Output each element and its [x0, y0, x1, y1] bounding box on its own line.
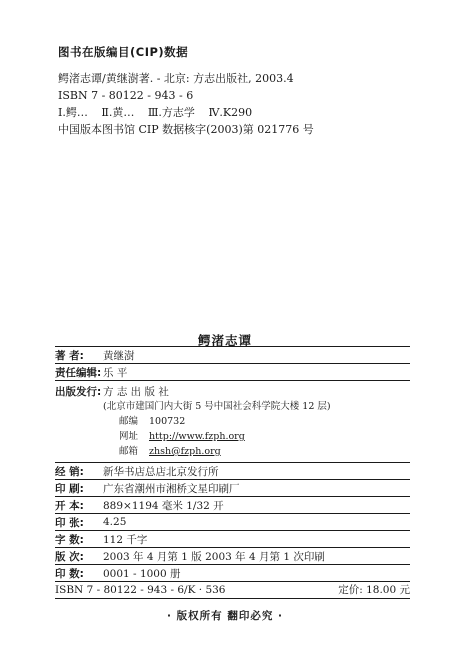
cip-subject: Ⅱ.黄… — [101, 106, 135, 119]
imprint-table — [55, 346, 410, 599]
cip-isbn: ISBN 7 - 80122 - 943 - 6 — [58, 89, 194, 102]
publisher-name: 方 志 出 版 社 — [103, 385, 169, 398]
words-label: 字 数: — [55, 533, 84, 546]
publisher-label: 出版发行: — [55, 385, 102, 398]
printer-row — [55, 480, 410, 496]
sheets-label: 印 张: — [55, 516, 84, 529]
cip-subjects — [58, 104, 418, 121]
distributor-label: 经 销: — [55, 465, 84, 478]
printer-value: 广东省潮州市湘桥文星印刷厂 — [103, 482, 240, 495]
distributor-row — [55, 463, 410, 479]
print-run-label: 印 数: — [55, 567, 84, 580]
divider — [55, 598, 410, 599]
printer-label: 印 刷: — [55, 482, 84, 495]
cip-block — [58, 44, 418, 138]
sheets-value: 4.25 — [103, 516, 127, 528]
author-label: 著 者: — [55, 349, 84, 362]
postcode-row — [55, 414, 410, 429]
email-link[interactable]: zhsh@fzph.org — [149, 446, 221, 457]
cip-title: 图书在版编目(CIP)数据 — [58, 45, 189, 59]
editor-row — [55, 364, 410, 380]
cip-record: 鳄渚志谭/黄继澍著. - 北京: 方志出版社, 2003.4 — [58, 72, 294, 85]
print-run-value: 0001 - 1000 册 — [103, 567, 181, 580]
format-label: 开 本: — [55, 499, 84, 512]
publisher-row — [55, 383, 410, 399]
price: 定价: 18.00 元 — [338, 584, 410, 596]
email-label: 邮箱 — [119, 446, 139, 457]
cip-subject: Ⅰ.鳄… — [58, 106, 88, 119]
author-row — [55, 347, 410, 363]
postcode-label: 邮编 — [119, 416, 139, 427]
cip-subject: Ⅳ.K290 — [208, 106, 253, 119]
email-row — [55, 444, 410, 459]
copyright-notice: · 版权所有 翻印必究 · — [167, 610, 283, 622]
sheets-row — [55, 514, 410, 530]
edition-value: 2003 年 4 月第 1 版 2003 年 4 月第 1 次印刷 — [103, 550, 325, 563]
editor-value: 乐 平 — [103, 366, 128, 379]
cip-subject: Ⅲ.方志学 — [147, 106, 195, 119]
format-value: 889×1194 毫米 1/32 开 — [103, 499, 224, 512]
author-value: 黄继澍 — [103, 349, 135, 362]
postcode-value: 100732 — [149, 416, 186, 427]
words-value: 112 千字 — [103, 533, 148, 546]
format-row — [55, 497, 410, 513]
isbn-price-row — [55, 582, 410, 598]
print-run-row — [55, 565, 410, 581]
website-row — [55, 429, 410, 444]
distributor-value: 新华书店总店北京发行所 — [103, 465, 219, 478]
edition-label: 版 次: — [55, 550, 84, 563]
publisher-address: (北京市建国门内大街 5 号中国社会科学院大楼 12 层) — [103, 401, 331, 412]
words-row — [55, 531, 410, 547]
editor-label: 责任编辑: — [55, 366, 102, 379]
website-label: 网址 — [119, 431, 139, 442]
book-title: 鳄渚志谭 — [197, 333, 252, 348]
cip-verification: 中国版本图书馆 CIP 数据核字(2003)第 021776 号 — [58, 123, 314, 136]
edition-row — [55, 548, 410, 564]
website-link[interactable]: http://www.fzph.org — [149, 431, 245, 442]
publisher-block — [55, 381, 410, 462]
isbn-full: ISBN 7 - 80122 - 943 - 6/K · 536 — [55, 584, 226, 596]
